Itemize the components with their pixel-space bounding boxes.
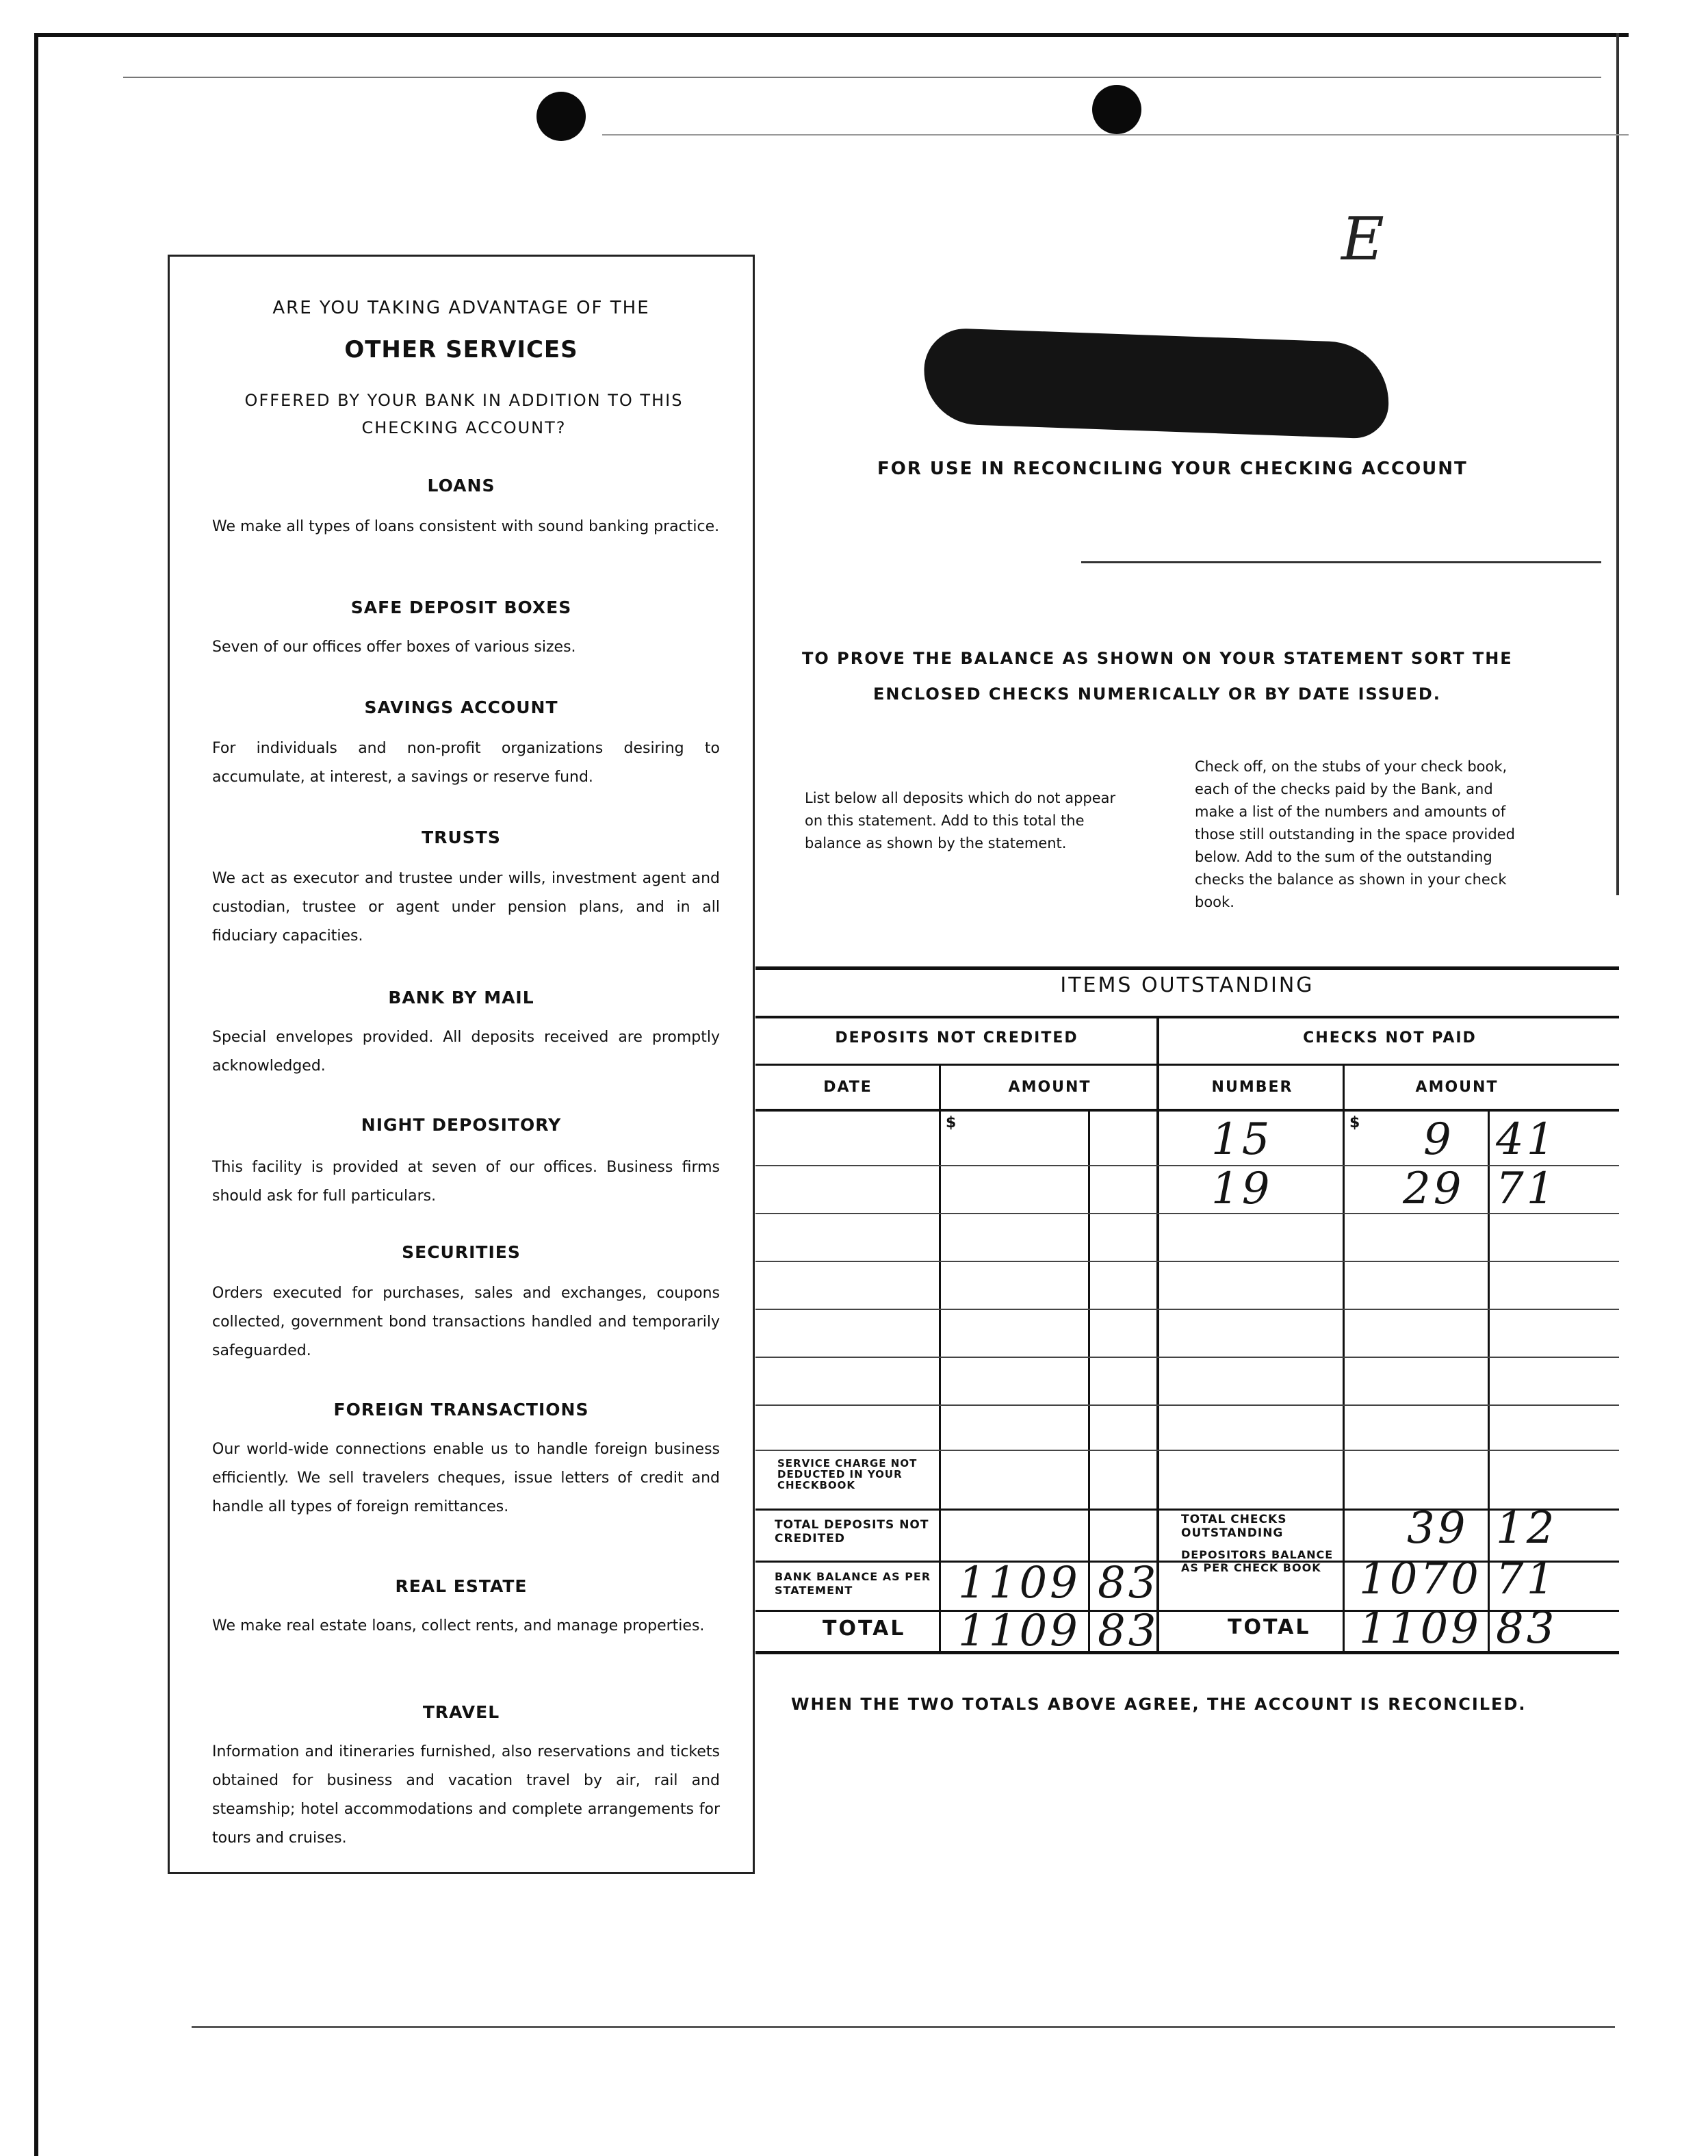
table-top-border — [755, 966, 1619, 970]
check-dollars: 9 — [1423, 1114, 1454, 1165]
section-heading: TRAVEL — [422, 1702, 500, 1722]
left-total-dollars: 1109 — [958, 1606, 1081, 1656]
row-line — [755, 1213, 1619, 1214]
reconciled-footer: WHEN THE TWO TOTALS ABOVE AGREE, THE ACCOUNT IS RECONCILED. — [791, 1695, 1527, 1714]
headline: OTHER SERVICES — [344, 336, 578, 363]
scan-line — [602, 134, 1629, 136]
checks-header: CHECKS NOT PAID — [1303, 1029, 1477, 1047]
dollar-sign: $ — [1349, 1114, 1360, 1131]
section-body: We make all types of loans consistent with sound banking practice. — [212, 518, 720, 535]
corner-mark: E — [1341, 205, 1384, 274]
check-dollars: 29 — [1403, 1164, 1464, 1214]
row-line — [755, 1357, 1619, 1358]
row-line — [755, 1509, 1619, 1511]
section-heading: TRUSTS — [422, 827, 501, 847]
table-title: ITEMS OUTSTANDING — [1060, 973, 1315, 997]
table-rule — [755, 1064, 1619, 1066]
prove-line-2: ENCLOSED CHECKS NUMERICALLY OR BY DATE ISSUED. — [873, 684, 1441, 704]
section-heading: FOREIGN TRANSACTIONS — [333, 1400, 589, 1420]
section-body: We make real estate loans, collect rents, and manage properties. — [212, 1617, 705, 1634]
right-total-cents: 83 — [1496, 1603, 1557, 1654]
col-amount-checks: AMOUNT — [1415, 1079, 1499, 1096]
col-amount-deposits: AMOUNT — [1008, 1079, 1091, 1096]
section-body: Seven of our offices offer boxes of various sizes. — [212, 639, 576, 656]
section-heading: NIGHT DEPOSITORY — [361, 1115, 562, 1135]
left-total-label: TOTAL — [823, 1617, 906, 1641]
row-line — [755, 1261, 1619, 1262]
punch-hole — [1092, 85, 1141, 134]
section-heading: SECURITIES — [402, 1242, 521, 1262]
col-number: NUMBER — [1211, 1079, 1293, 1096]
punch-hole — [536, 92, 586, 141]
total-checks-label: TOTAL CHECKS OUTSTANDING — [1181, 1513, 1287, 1540]
section-heading: LOANS — [427, 476, 495, 496]
page-left-edge — [34, 33, 38, 2156]
prove-line-1: TO PROVE THE BALANCE AS SHOWN ON YOUR STATEMENT SORT THE — [802, 649, 1513, 668]
column-divider — [1088, 1109, 1090, 1654]
section-heading: BANK BY MAIL — [388, 988, 534, 1008]
section-body: Special envelopes provided. All deposits received are promptly acknowledged. — [212, 1029, 720, 1075]
row-line — [755, 1165, 1619, 1166]
row-line — [755, 1404, 1619, 1406]
total-checks-cents: 12 — [1496, 1503, 1557, 1554]
row-line — [755, 1309, 1619, 1310]
dollar-sign: $ — [946, 1114, 957, 1131]
reconcile-title: FOR USE IN RECONCILING YOUR CHECKING ACCOUNT — [877, 459, 1468, 479]
deposits-instruction: List below all deposits which do not appear on this statement. Add to this total the balance as shown by the statement. — [805, 790, 1116, 851]
intro-line: ARE YOU TAKING ADVANTAGE OF THE — [272, 298, 650, 318]
total-deposits-label: TOTAL DEPOSITS NOT CREDITED — [775, 1518, 929, 1545]
row-line — [755, 1610, 1619, 1612]
section-body: Orders executed for purchases, sales and exchanges, coupons collected, government bond transactions handled and temporarily safeguarded. — [212, 1285, 720, 1359]
column-divider — [1488, 1109, 1490, 1654]
right-total-dollars: 1109 — [1359, 1603, 1481, 1654]
check-number: 19 — [1211, 1164, 1273, 1214]
section-body: We act as executor and trustee under wills, investment agent and custodian, trustee or agent under pension plans, and in all fiduciary capacities. — [212, 870, 720, 945]
total-checks-dollars: 39 — [1407, 1503, 1468, 1554]
section-body: For individuals and non-profit organizations desiring to accumulate, at interest, a savings or reserve fund. — [212, 740, 720, 786]
depositors-balance-label: DEPOSITORS BALANCE AS PER CHECK BOOK — [1181, 1548, 1334, 1574]
column-divider — [939, 1065, 941, 1654]
section-heading: SAVINGS ACCOUNT — [364, 697, 558, 717]
section-heading: REAL ESTATE — [395, 1576, 528, 1596]
check-cents: 41 — [1496, 1114, 1557, 1165]
checks-instruction: Check off, on the stubs of your check book, each of the checks paid by the Bank, and make a list of the numbers and amounts of those still outstanding in the space provided below. Add to the sum of the outstanding checks the balance as shown in your check book. — [1195, 758, 1515, 910]
bank-balance-cents: 83 — [1098, 1558, 1159, 1608]
scan-line — [123, 77, 1601, 78]
other-services-panel — [168, 255, 755, 1874]
page-top-edge — [34, 33, 1629, 37]
page-right-edge — [1616, 33, 1619, 895]
right-total-label: TOTAL — [1228, 1615, 1311, 1639]
rule-line — [1081, 561, 1601, 563]
left-total-cents: 83 — [1098, 1606, 1159, 1656]
bank-balance-dollars: 1109 — [958, 1558, 1081, 1608]
depositors-balance-dollars: 1070 — [1359, 1554, 1481, 1604]
section-body: This facility is provided at seven of our offices. Business firms should ask for full particulars. — [212, 1159, 720, 1205]
service-charge-label: SERVICE CHARGE NOT DEDUCTED IN YOUR CHECKBOOK — [777, 1457, 918, 1491]
section-body: Our world-wide connections enable us to handle foreign business efficiently. We sell travelers cheques, issue letters of credit and handle all types of foreign remittances. — [212, 1441, 720, 1515]
depositors-balance-cents: 71 — [1496, 1554, 1557, 1604]
row-line — [755, 1450, 1619, 1451]
section-heading: SAFE DEPOSIT BOXES — [350, 598, 572, 617]
col-date: DATE — [823, 1079, 872, 1096]
scan-line — [192, 2026, 1615, 2028]
section-body: Information and itineraries furnished, also reservations and tickets obtained for business and vacation travel by air, rail and steamship; hotel accommodations and complete arrangements for tours and cruises. — [212, 1743, 720, 1847]
table-bottom-border — [755, 1651, 1619, 1654]
redaction-mark — [922, 327, 1390, 439]
check-cents: 71 — [1496, 1164, 1557, 1214]
table-rule — [755, 1016, 1619, 1018]
question: OFFERED BY YOUR BANK IN ADDITION TO THIS CHECKING ACCOUNT? — [244, 391, 684, 437]
check-number: 15 — [1211, 1114, 1273, 1165]
deposits-header: DEPOSITS NOT CREDITED — [835, 1029, 1078, 1047]
bank-balance-label: BANK BALANCE AS PER STATEMENT — [775, 1570, 931, 1597]
